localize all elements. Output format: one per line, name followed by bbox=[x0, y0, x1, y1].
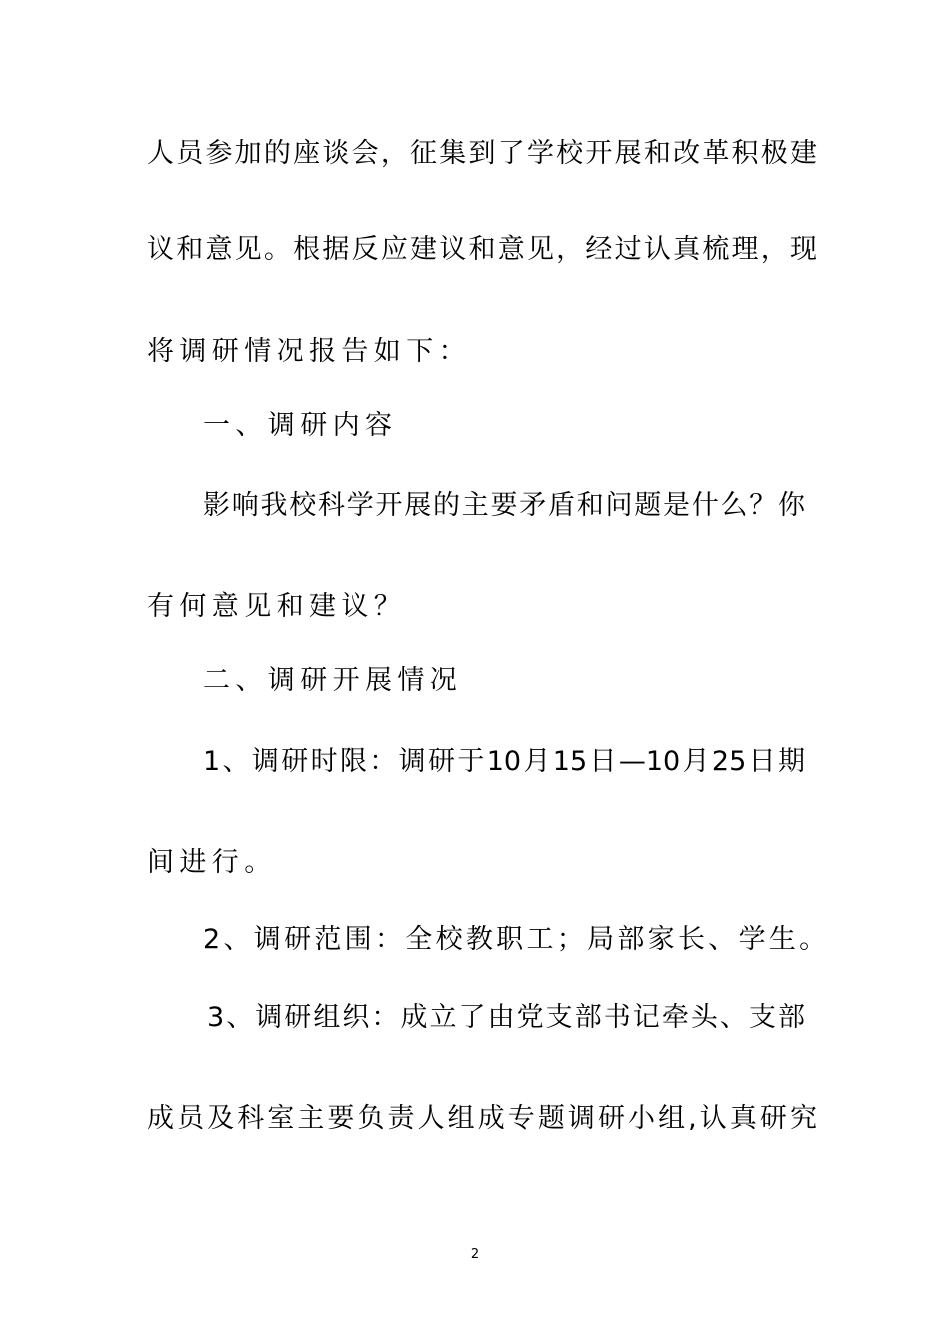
page-number: 2 bbox=[470, 1247, 480, 1262]
body-text-line-2: 议和意见。根据反应建议和意见，经过认真梳理，现 bbox=[147, 234, 817, 265]
body-text-line-8: 1、调研时限：调研于10月15日—10月25日期 bbox=[203, 746, 805, 777]
section-heading-1: 一、调研内容 bbox=[203, 410, 398, 441]
body-text-line-3: 将调研情况报告如下： bbox=[147, 336, 471, 367]
body-text-line-11: 3、调研组织：成立了由党支部书记牵头、支部 bbox=[207, 1002, 805, 1033]
body-text-line-12: 成员及科室主要负责人组成专题调研小组,认真研究 bbox=[147, 1103, 817, 1134]
body-text-line-10: 2、调研范围：全校教职工；局部家长、学生。 bbox=[203, 924, 830, 955]
body-text-line-9: 间进行。 bbox=[147, 847, 277, 878]
body-text-line-6: 有何意见和建议？ bbox=[147, 591, 407, 622]
body-text-line-1: 人员参加的座谈会，征集到了学校开展和改革积极建 bbox=[147, 138, 817, 169]
body-text-line-5: 影响我校科学开展的主要矛盾和问题是什么？你 bbox=[203, 490, 805, 521]
section-heading-2: 二、调研开展情况 bbox=[203, 665, 463, 696]
